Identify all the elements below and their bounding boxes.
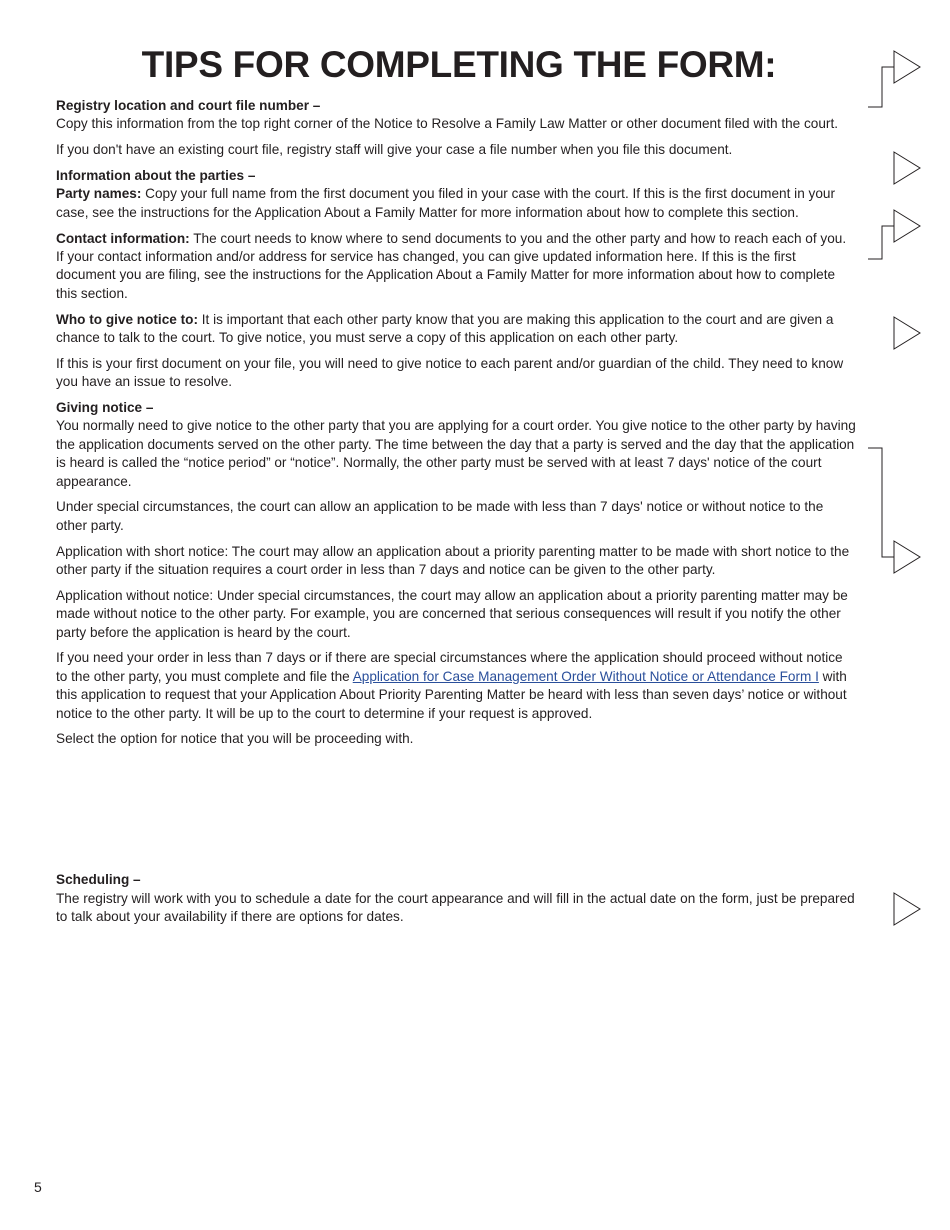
registry-heading: Registry location and court file number –	[56, 98, 321, 113]
arrow-icon-5	[894, 541, 920, 573]
who-notice-label: Who to give notice to:	[56, 311, 198, 327]
party-names-paragraph	[56, 185, 856, 222]
page-number: 5	[34, 1179, 42, 1195]
who-notice-text: It is important that each other party know that you are making this application to the court and are given a chance to talk to the court. To give notice, you must serve a copy of this application on each other party.	[56, 311, 834, 346]
contact-info-paragraph	[56, 230, 856, 304]
arrow-icon-4	[894, 317, 920, 349]
registry-paragraph-1: Copy this information from the top right corner of the Notice to Resolve a Family Law Matter or other document filed with the court.	[56, 116, 838, 132]
arrow-icon-1	[894, 51, 920, 83]
bracket-line-1	[868, 67, 894, 107]
form-i-paragraph: If you need your order in less than 7 days or if there are special circumstances where the application should proceed without notice to the other party, you must complete and file the Application for Case Management Order Without Notice or Attendance Form I with this application to request that your Application About Priority Parenting Matter be heard with less than seven days’ notice or without notice to the other party. It will be up to the court to determine if your request is approved.	[56, 650, 847, 721]
short-notice-paragraph: Application with short notice: The court may allow an application about a priority parenting matter to be made with short notice to the other party if the situation requires a court order in less than 7 days and notice can be given to the other party.	[56, 543, 850, 578]
arrow-icon-6	[894, 893, 920, 925]
margin-arrows	[860, 0, 930, 1230]
without-notice-paragraph: Application without notice: Under special circumstances, the court may allow an application about a priority parenting matter may be made without notice to the other party. For example, you are concerned that serious consequences will result if you notify the other party before the application is heard by the court.	[56, 587, 848, 640]
scheduling-heading: Scheduling –	[56, 872, 141, 888]
form-i-link[interactable]: Application for Case Management Order Without Notice or Attendance Form I	[352, 668, 819, 684]
arrow-icon-3	[894, 210, 920, 242]
contact-info-label: Contact information:	[56, 230, 190, 246]
party-names-label: Party names:	[56, 186, 142, 202]
bracket-line-3	[868, 226, 894, 259]
parties-heading: Information about the parties –	[56, 168, 256, 183]
notice-paragraph-1: You normally need to give notice to the other party that you are applying for a court order. You give notice to the other party by having the application documents served on the other party. The time between the day that a party is served and the day that the application is heard is called the “notice period” or “notice”. Normally, the other party must be served with at least 7 days' notice of the court appearance.	[56, 418, 856, 489]
scheduling-paragraph: The registry will work with you to schedule a date for the court appearance and will fill in the actual date on the form, just be prepared to talk about your availability if there are options for dates.	[56, 890, 855, 925]
first-document-paragraph: If this is your first document on your file, you will need to give notice to each parent and/or guardian of the child. They need to know you have an issue to resolve.	[56, 355, 844, 390]
party-names-text: Copy your full name from the first document you filed in your case with the court. If this is the first document in your case, see the instructions for the Application About a Family Matter for more information about how to complete this section.	[56, 186, 835, 220]
contact-info-text: The court needs to know where to send documents to you and the other party and how to reach each of you. If your contact information and/or address for service has changed, you can give updated information here. If this is the first document you are filing, see the instructions for the Application About a Family Matter for more information about how to complete this section.	[56, 230, 847, 301]
tips-content	[56, 97, 856, 934]
page-title: TIPS FOR COMPLETING THE FORM:	[141, 44, 777, 85]
who-notice-paragraph	[56, 311, 856, 348]
bracket-line-5	[868, 448, 894, 557]
arrow-icon-2	[894, 152, 920, 184]
giving-notice-heading: Giving notice –	[56, 400, 154, 416]
select-option-paragraph: Select the option for notice that you will be proceeding with.	[56, 731, 414, 747]
registry-paragraph-2: If you don't have an existing court file, registry staff will give your case a file number when you file this document.	[56, 142, 733, 158]
notice-paragraph-2: Under special circumstances, the court can allow an application to be made with less than 7 days' notice or without notice to the other party.	[56, 499, 824, 533]
